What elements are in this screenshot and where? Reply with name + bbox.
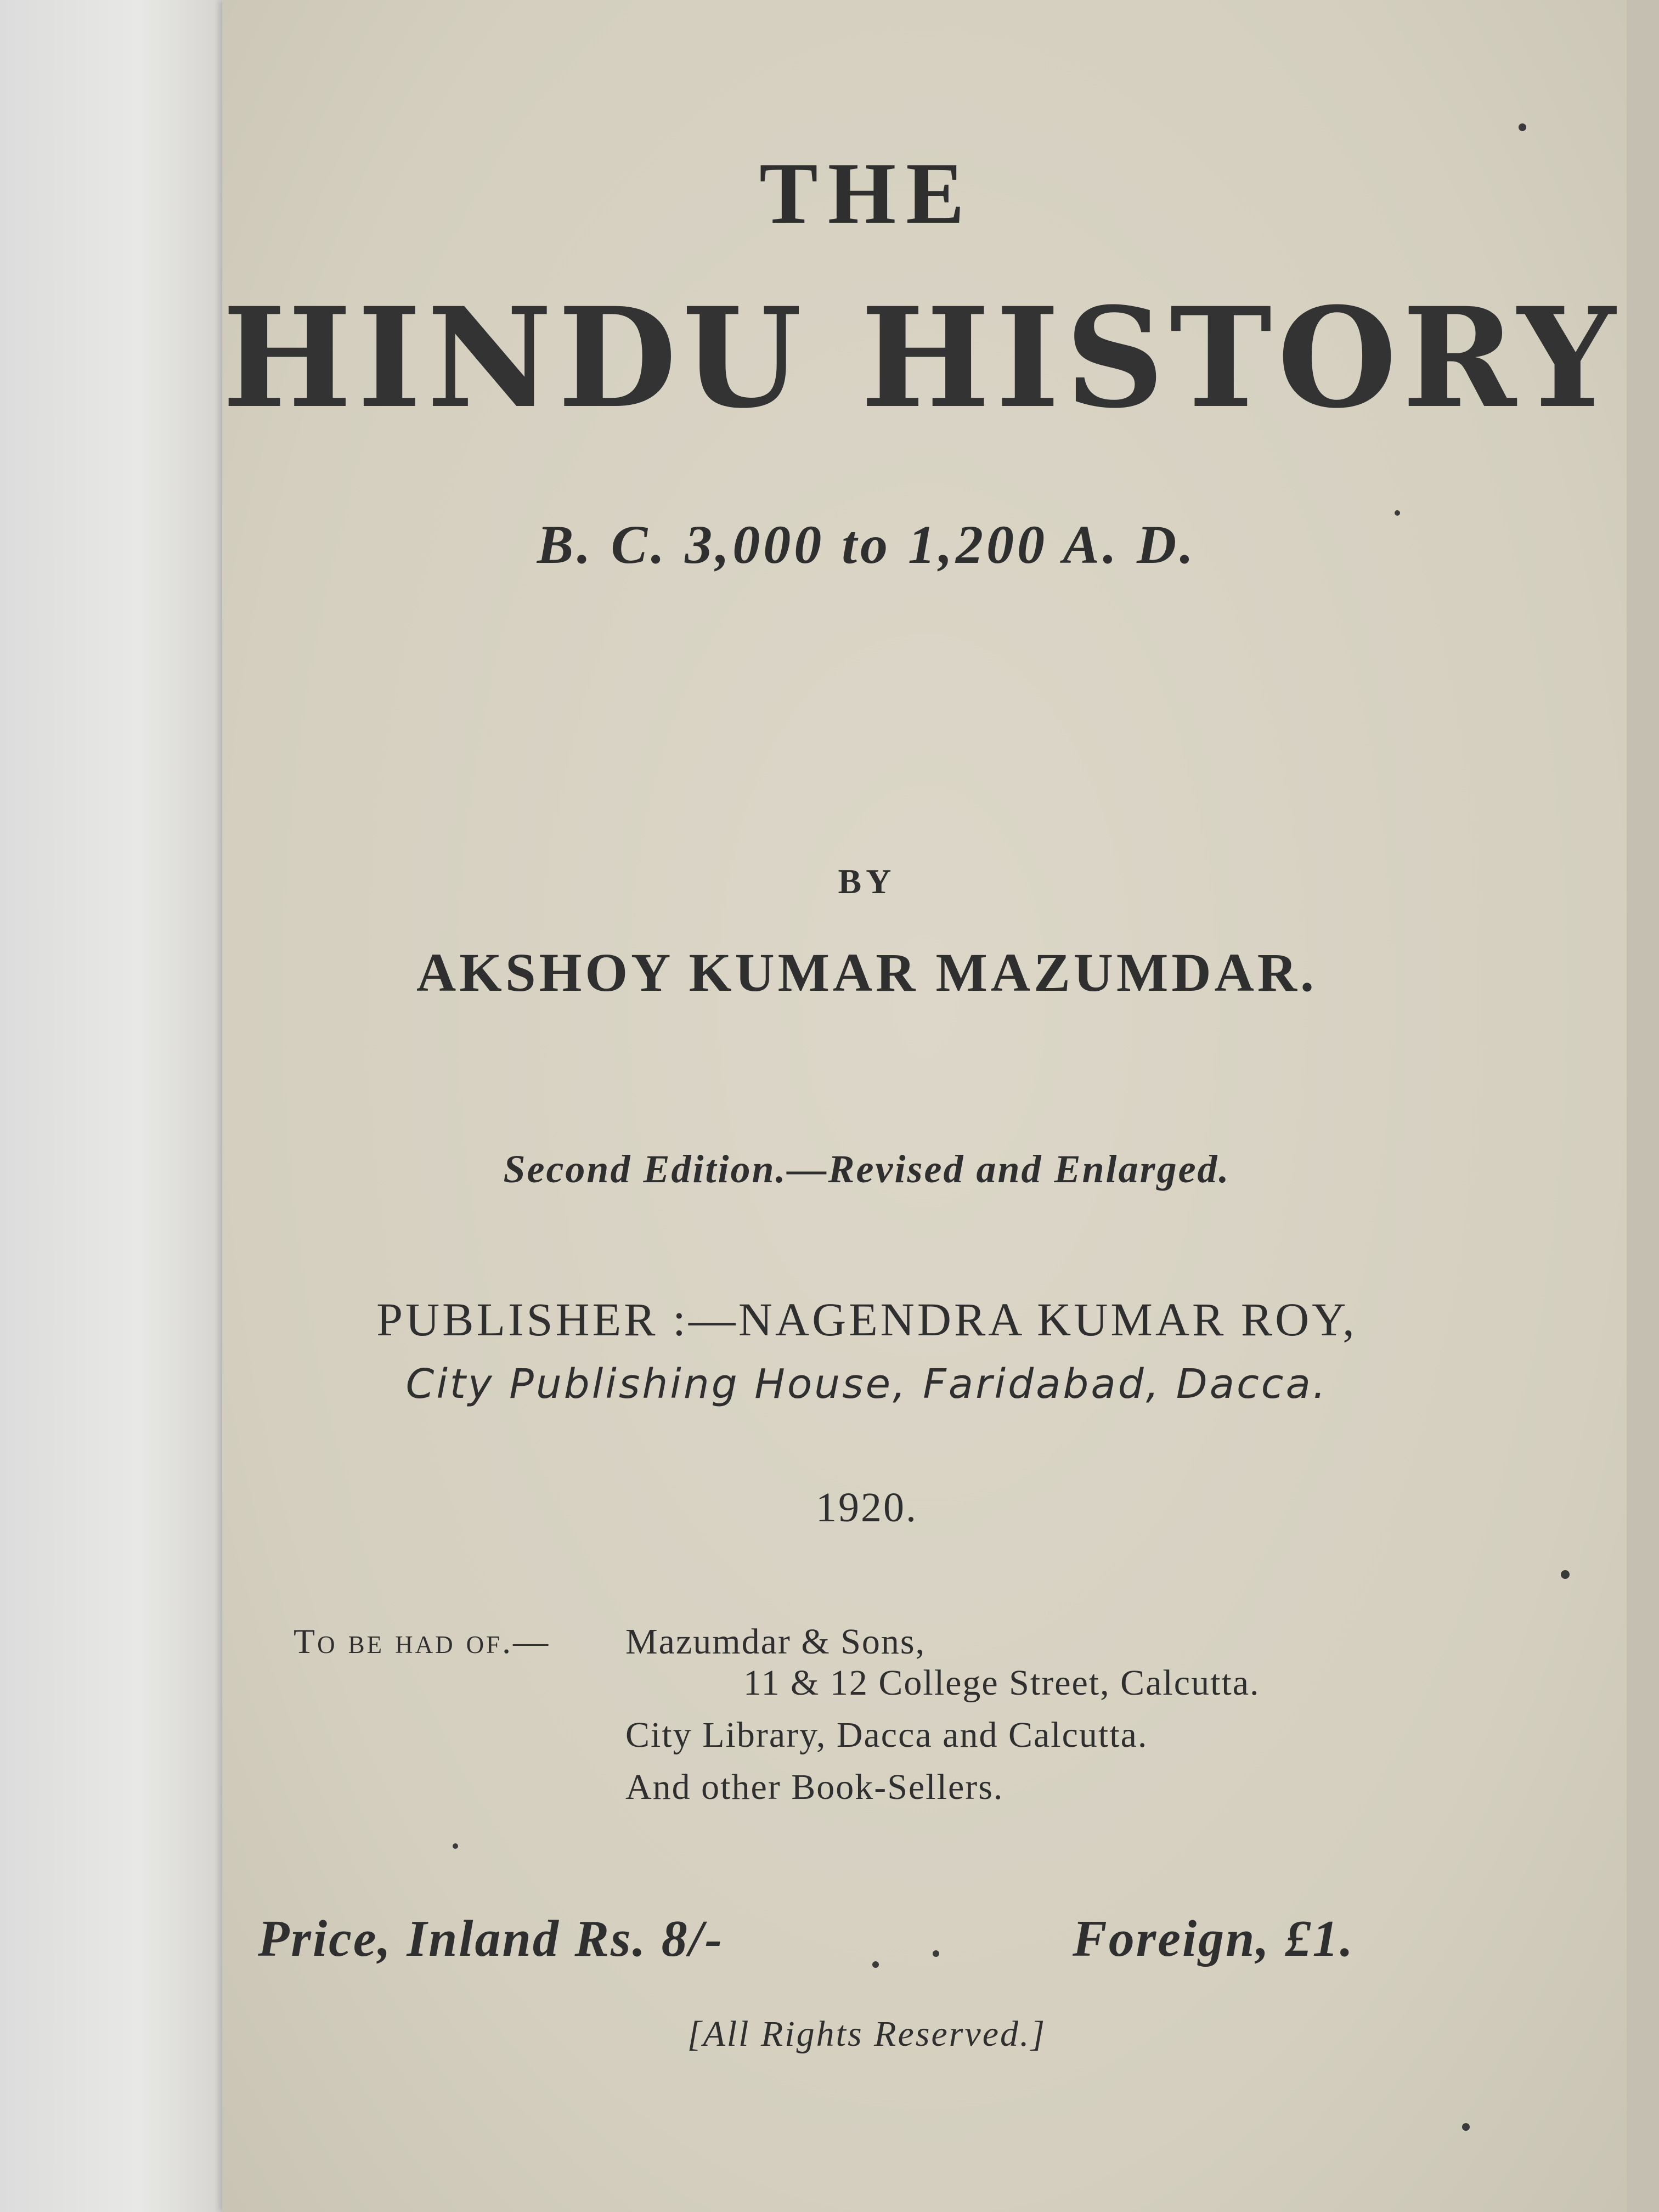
- publishing-house: City Publishing House, Faridabad, Dacca.: [405, 1361, 1328, 1408]
- page-edge-shadow: [1627, 0, 1659, 2212]
- facing-blank-leaf: [0, 0, 230, 2212]
- ink-speck: [1462, 2123, 1470, 2131]
- by-line: BY: [838, 862, 896, 901]
- seller-line: City Library, Dacca and Calcutta.: [625, 1715, 1148, 1755]
- ink-speck: [872, 1961, 879, 1968]
- rights-notice: [All Rights Reserved.]: [687, 2014, 1047, 2054]
- price-inland: Price, Inland Rs. 8/-: [258, 1910, 724, 1967]
- date-range: B. C. 3,000 to 1,200 A. D.: [537, 514, 1197, 575]
- ink-speck: [453, 1843, 458, 1849]
- title-article: THE: [759, 144, 974, 242]
- author-name: AKSHOY KUMAR MAZUMDAR.: [416, 942, 1318, 1003]
- ink-speck: [1519, 123, 1526, 131]
- seller-line: Mazumdar & Sons,: [625, 1622, 926, 1662]
- sold-by-label: To be had of.—: [294, 1622, 551, 1661]
- price-foreign: Foreign, £1.: [1073, 1910, 1355, 1967]
- ink-speck: [933, 1950, 939, 1957]
- seller-line: 11 & 12 College Street, Calcutta.: [743, 1663, 1260, 1703]
- ink-speck: [1561, 1570, 1570, 1579]
- edition-note: Second Edition.—Revised and Enlarged.: [503, 1147, 1231, 1191]
- publisher-line: PUBLISHER :—NAGENDRA KUMAR ROY,: [376, 1293, 1357, 1346]
- seller-line: And other Book-Sellers.: [625, 1767, 1004, 1807]
- publication-year: 1920.: [816, 1485, 918, 1531]
- book-title: HINDU HISTORY: [222, 277, 1621, 438]
